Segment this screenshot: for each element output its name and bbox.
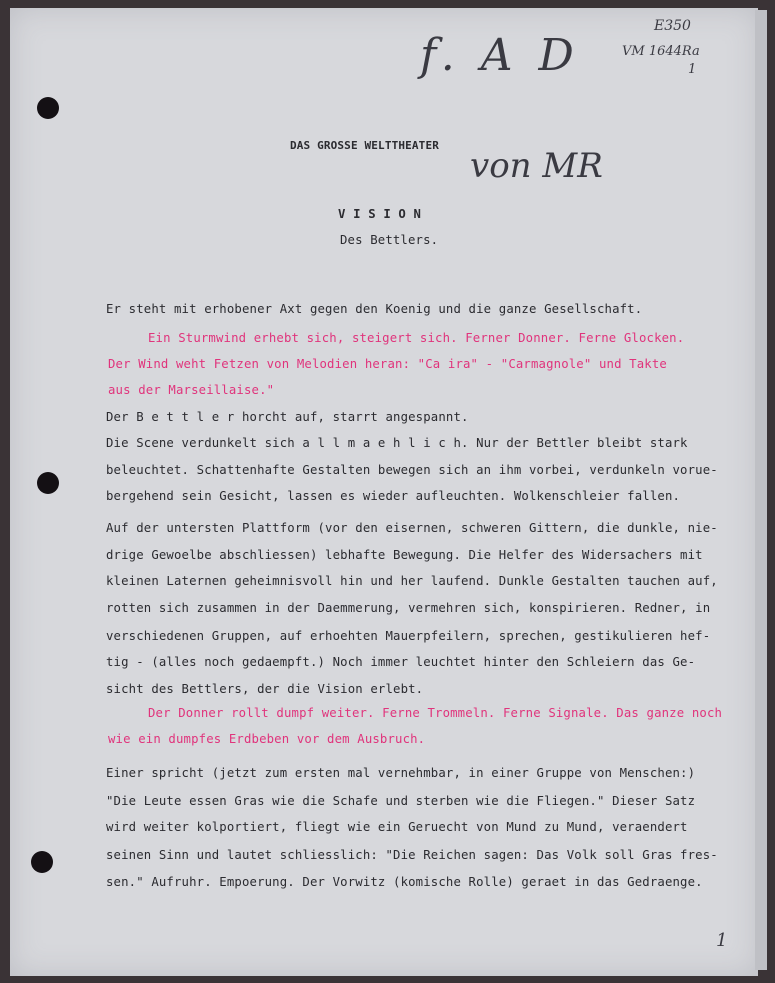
text-line: kleinen Laternen geheimnisvoll hin und her laufend. Dunkle Gestalten tauchen auf, [106,574,718,588]
archive-ref-bottom: VM 1644Ra [622,44,700,59]
page-number: 1 [716,930,728,951]
text-line: bergehend sein Gesicht, lassen es wieder aufleuchten. Wolkenschleier fallen. [106,489,681,503]
text-line: drige Gewoelbe abschliessen) lebhafte Bewegung. Die Helfer des Widersachers mit [106,548,703,562]
scene-subheading: Des Bettlers. [340,233,439,247]
stage-direction-line: aus der Marseillaise." [108,383,275,397]
stage-direction-line: Ein Sturmwind erhebt sich, steigert sich. Ferner Donner. Ferne Glocken. [148,331,685,345]
stage-direction-line: Der Wind weht Fetzen von Melodien heran: "Ca ira" - "Carmagnole" und Takte [108,357,667,371]
stage-direction-line: Der Donner rollt dumpf weiter. Ferne Trommeln. Ferne Signale. Das ganze noch [148,706,723,720]
punch-hole-middle [37,472,59,494]
text-line: Einer spricht (jetzt zum ersten mal vernehmbar, in einer Gruppe von Menschen:) [106,766,696,780]
text-line: sen." Aufruhr. Empoerung. Der Vorwitz (komische Rolle) geraet in das Gedraenge. [106,875,703,889]
stage-direction-line: wie ein dumpfes Erdbeben vor dem Ausbruch. [108,732,426,746]
punch-hole-top [37,97,59,119]
archive-ref-top: E350 [654,18,691,34]
handwritten-note: von MR [470,146,603,186]
text-line: tig - (alles noch gedaempft.) Noch immer leuchtet hinter den Schleiern das Ge- [106,655,696,669]
text-line: wird weiter kolportiert, fliegt wie ein Geruecht von Mund zu Mund, veraendert [106,820,688,834]
page-edge-shadow [755,10,767,970]
text-line: beleuchtet. Schattenhafte Gestalten bewegen sich an ihm vorbei, verdunkeln vorue- [106,463,718,477]
text-line: Die Scene verdunkelt sich a l l m a e h l i c h. Nur der Bettler bleibt stark [106,436,688,450]
text-line: verschiedenen Gruppen, auf erhoehten Mauerpfeilern, sprechen, gestikulieren hef- [106,629,711,643]
text-line: Der B e t t l e r horcht auf, starrt angespannt. [106,410,469,424]
punch-hole-bottom [31,851,53,873]
text-line: rotten sich zusammen in der Daemmerung, vermehren sich, konspirieren. Redner, in [106,601,711,615]
archive-ref-sheet: 1 [688,62,697,77]
play-title: DAS GROSSE WELTTHEATER [290,139,439,152]
text-line: seinen Sinn und lautet schliesslich: "Die Reichen sagen: Das Volk soll Gras fres- [106,848,718,862]
handwritten-initials: f. A D [420,30,580,81]
scene-heading: V I S I O N [338,207,422,221]
text-line: sicht des Bettlers, der die Vision erlebt. [106,682,424,696]
text-line: Auf der untersten Plattform (vor den eisernen, schweren Gittern, die dunkle, nie- [106,521,718,535]
text-line: "Die Leute essen Gras wie die Schafe und sterben wie die Fliegen." Dieser Satz [106,794,696,808]
text-line: Er steht mit erhobener Axt gegen den Koenig und die ganze Gesellschaft. [106,302,643,316]
